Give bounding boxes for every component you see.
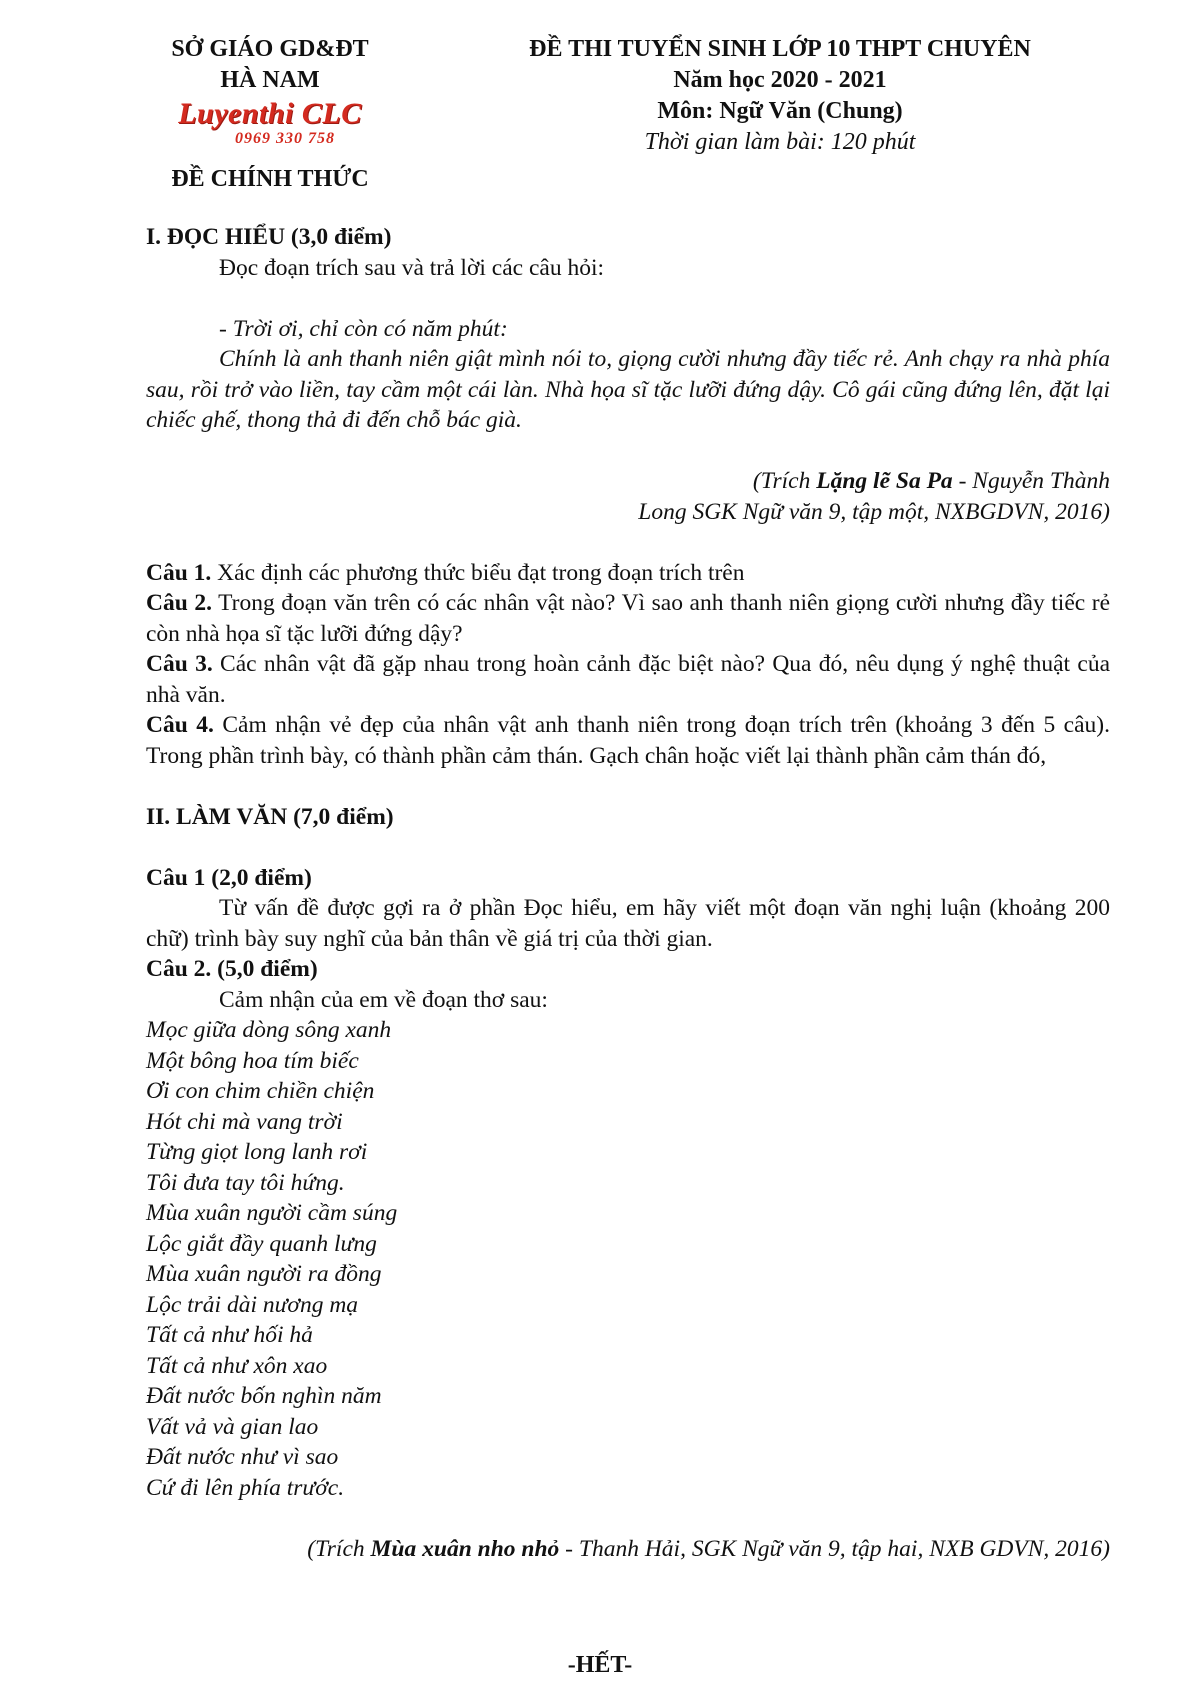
exam-title: ĐỀ THI TUYỂN SINH LỚP 10 THPT CHUYÊN (529, 36, 1031, 62)
poem-line: Tất cả như xôn xao (146, 1352, 328, 1379)
poem-source-title: Mùa xuân nho nhỏ (370, 1535, 560, 1562)
question-2 (146, 588, 1110, 649)
question-label: Câu 1. (146, 559, 212, 586)
official-label: ĐỀ CHÍNH THỨC (171, 166, 369, 192)
poem (146, 1015, 1110, 1503)
department-line-1: SỞ GIÁO GD&ĐT (171, 36, 369, 62)
question-text: Trong đoạn văn trên có các nhân vật nào? Vì sao anh thanh niên giọng cười nhưng đầy tiếc rẻ còn nhà họa sĩ tặc lưỡi đứng dậy? (146, 590, 1110, 647)
end-mark: -HẾT- (567, 1652, 633, 1678)
question-1 (146, 558, 1110, 589)
part2-q2-instruction: Cảm nhận của em về đoạn thơ sau: (219, 986, 548, 1013)
question-text: Cảm nhận vẻ đẹp của nhân vật anh thanh niên trong đoạn trích trên (khoảng 3 đến 5 câu). Trong phần trình bày, có thành phần cảm thán. Gạch chân hoặc viết lại thành phần cảm thán đó, (146, 712, 1110, 769)
question-label: Câu 3. (146, 651, 213, 677)
poem-line: Đất nước như vì sao (146, 1444, 339, 1470)
question-text: Các nhân vật đã gặp nhau trong hoàn cảnh đặc biệt nào? Qua đó, nêu dụng ý nghệ thuật của nhà văn. (146, 651, 1110, 708)
school-year: Năm học 2020 - 2021 (673, 67, 887, 93)
poem-line: Lộc trải dài nương mạ (146, 1291, 359, 1318)
poem-line: Một bông hoa tím biếc (146, 1047, 359, 1074)
poem-source-prefix: (Trích (307, 1535, 371, 1562)
question-label: Câu 2. (146, 590, 212, 616)
excerpt-source-line2: Long SGK Ngữ văn 9, tập một, NXBGDVN, 2016) (638, 498, 1110, 525)
poem-line: Mùa xuân người cầm súng (146, 1200, 398, 1226)
header-left (140, 34, 400, 195)
poem-line: Lộc giắt đầy quanh lưng (146, 1230, 377, 1257)
exam-content (146, 222, 1110, 1564)
department-line-2: HÀ NAM (220, 67, 320, 93)
poem-source-details: - Thanh Hải, SGK Ngữ văn 9, tập hai, NXB GDVN, 2016) (559, 1535, 1110, 1562)
question-text: Xác định các phương thức biểu đạt trong đoạn trích trên (211, 559, 745, 586)
source-prefix: (Trích (752, 468, 817, 494)
poem-line: Ơi con chim chiền chiện (146, 1078, 375, 1104)
poem-line: Đất nước bốn nghìn năm (146, 1383, 382, 1409)
poem-line: Hót chi mà vang trời (146, 1108, 343, 1135)
duration: Thời gian làm bài: 120 phút (644, 129, 916, 155)
question-4 (146, 710, 1110, 771)
subject: Môn: Ngữ Văn (Chung) (657, 98, 903, 124)
excerpt-source (146, 466, 1110, 497)
part2-q2-heading: Câu 2. (5,0 điểm) (146, 956, 318, 982)
part1-instruction: Đọc đoạn trích sau và trả lời các câu hỏi: (219, 254, 605, 281)
logo-text: Luyenthi CLC (178, 97, 362, 130)
part2-q1-heading: Câu 1 (2,0 điểm) (146, 864, 312, 891)
poem-line: Từng giọt long lanh rơi (146, 1139, 368, 1165)
part2-q1-text: Từ vấn đề được gợi ra ở phần Đọc hiểu, em hãy viết một đoạn văn nghị luận (khoảng 200 chữ) trình bày suy nghĩ của bản thân về giá trị của thời gian. (146, 895, 1110, 952)
poem-line: Vất vả và gian lao (146, 1413, 319, 1440)
part1-heading: I. ĐỌC HIỂU (3,0 điểm) (146, 224, 392, 250)
excerpt-paragraph: Chính là anh thanh niên giật mình nói to, giọng cười nhưng đầy tiếc rẻ. Anh chạy ra nhà phía sau, rồi trở vào liền, tay cầm một cái làn. Nhà họa sĩ tặc lưỡi đứng dậy. Cô gái cũng đứng lên, đặt lại chiếc ghế, thong thả đi đến chỗ bác già. (146, 346, 1110, 433)
poem-line: Mọc giữa dòng sông xanh (146, 1017, 392, 1043)
question-label: Câu 4. (146, 712, 214, 738)
header-right (460, 34, 1100, 158)
logo-phone: 0969 330 758 (235, 130, 335, 147)
poem-line: Mùa xuân người ra đồng (146, 1261, 382, 1287)
excerpt-first-line: - Trời ơi, chỉ còn có năm phút: (219, 315, 508, 342)
luyenthi-logo (140, 98, 400, 154)
question-3 (146, 649, 1110, 710)
poem-line: Cứ đi lên phía trước. (146, 1474, 345, 1501)
poem-line: Tôi đưa tay tôi hứng. (146, 1169, 345, 1196)
poem-source (146, 1534, 1110, 1565)
source-title: Lặng lẽ Sa Pa (816, 468, 953, 494)
part2-heading: II. LÀM VĂN (7,0 điểm) (146, 803, 394, 830)
source-author: - Nguyễn Thành (952, 468, 1110, 494)
poem-line: Tất cả như hối hả (146, 1322, 313, 1348)
